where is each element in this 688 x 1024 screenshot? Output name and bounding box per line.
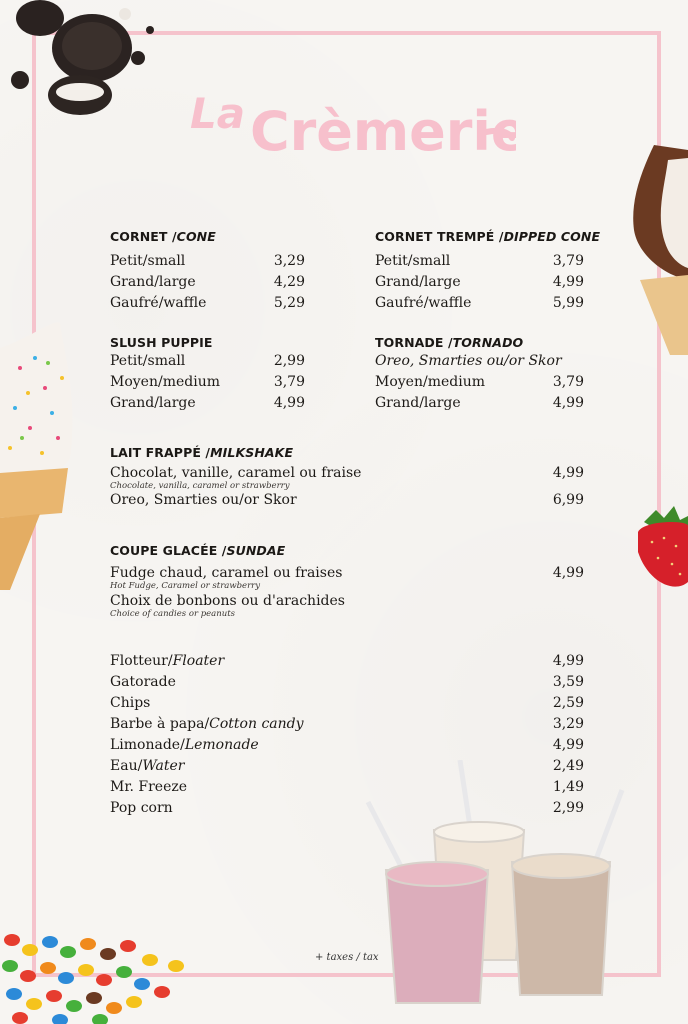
item-price: 1,49 [552,779,584,795]
section-subtitle: Oreo, Smarties ou/or Skor [375,353,562,369]
list-item: Grand/large [375,274,461,290]
item-price: 2,99 [552,800,584,816]
section-title-slush: SLUSH PUPPIE [110,335,213,350]
list-item: Chocolat, vanille, caramel ou fraise [110,465,362,481]
item-price: 3,79 [273,374,305,390]
item-price: 4,99 [552,274,584,290]
list-item: Petit/small [110,253,186,269]
item-price: 3,59 [552,674,584,690]
candies-icon [0,920,190,1024]
item-price: 3,29 [552,716,584,732]
tax-note: + taxes / tax [315,952,379,963]
svg-text:Crèmerie: Crèmerie [250,100,516,163]
list-item: Limonade/Lemonade [110,737,259,753]
brand-logo [186,70,516,170]
item-price: 4,99 [552,465,584,481]
list-item: Flotteur/Floater [110,653,225,669]
item-translation: Choice of candies or peanuts [110,609,235,619]
list-item: Choix de bonbons ou d'arachides [110,593,345,609]
item-price: 3,29 [273,253,305,269]
item-price: 2,99 [273,353,305,369]
list-item: Moyen/medium [375,374,485,390]
list-item: Gaufré/waffle [110,295,207,311]
item-translation: Chocolate, vanilla, caramel or strawberry [110,481,290,491]
list-item: Grand/large [110,274,196,290]
list-item: Moyen/medium [110,374,220,390]
list-item: Gaufré/waffle [375,295,472,311]
section-title-sundae: COUPE GLACÉE /SUNDAE [110,543,286,558]
item-price: 4,29 [273,274,305,290]
item-price: 4,99 [552,653,584,669]
list-item: Oreo, Smarties ou/or Skor [110,492,297,508]
cookie-icon [0,0,160,125]
item-price: 5,99 [552,295,584,311]
section-title-milkshake: LAIT FRAPPÉ /MILKSHAKE [110,445,294,460]
item-price: 3,79 [552,374,584,390]
svg-text:La: La [190,89,246,138]
milkshake-icon [360,760,630,1005]
item-price: 2,49 [552,758,584,774]
section-title-cornet: CORNET /CONE [110,229,216,244]
strawberry-icon [634,502,688,592]
list-item: Fudge chaud, caramel ou fraises [110,565,343,581]
item-price: 4,99 [273,395,305,411]
list-item: Chips [110,695,151,711]
list-item: Petit/small [110,353,186,369]
list-item: Grand/large [110,395,196,411]
list-item: Grand/large [375,395,461,411]
list-item: Barbe à papa/Cotton candy [110,716,304,732]
item-price: 4,99 [552,565,584,581]
item-price: 5,29 [273,295,305,311]
sprinkle-cone-icon [0,318,76,590]
item-price: 4,99 [552,737,584,753]
list-item: Gatorade [110,674,176,690]
section-title-tornado: TORNADE /TORNADO [375,335,524,350]
item-price: 4,99 [552,395,584,411]
section-title-dipped-cone: CORNET TREMPÉ /DIPPED CONE [375,229,601,244]
list-item: Pop corn [110,800,173,816]
list-item: Eau/Water [110,758,185,774]
list-item: Petit/small [375,253,451,269]
item-price: 2,59 [552,695,584,711]
item-price: 3,79 [552,253,584,269]
soft-serve-icon [624,140,688,355]
list-item: Mr. Freeze [110,779,188,795]
item-translation: Hot Fudge, Caramel or strawberry [110,581,261,591]
item-price: 6,99 [552,492,584,508]
